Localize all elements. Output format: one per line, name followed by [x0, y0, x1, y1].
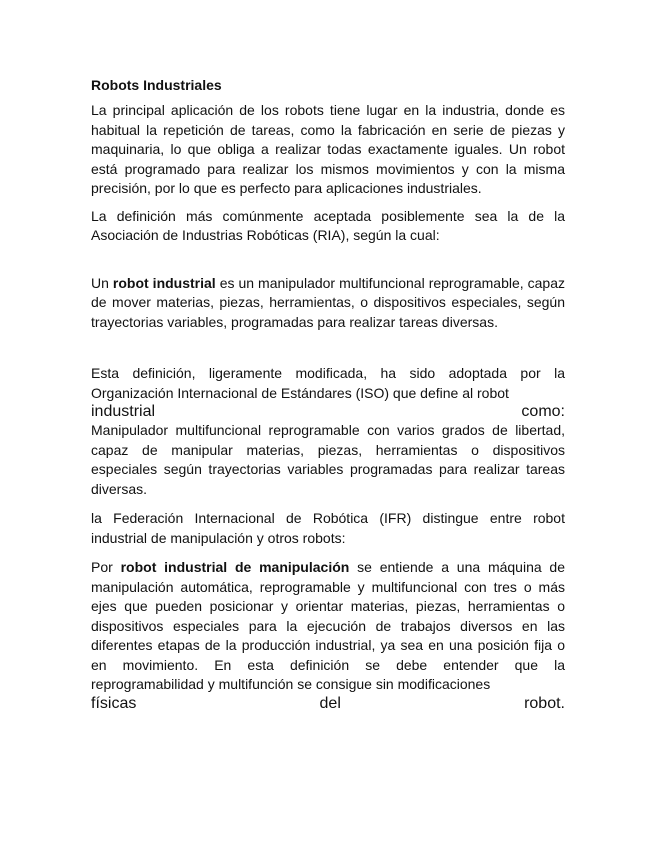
paragraph-intro: La principal aplicación de los robots tiene lugar en la industria, donde es habitual la repetición de tareas, como la fabricación en serie de piezas y maquinaria, lo que obliga a realizar todas exactamente iguales. Un robot está programado para realizar los mismos movimientos y con la misma precisión, por lo que es perfecto para aplicaciones industriales. — [91, 102, 565, 196]
text-segment: Por — [91, 559, 121, 575]
text-segment: Un — [91, 274, 113, 291]
paragraph-ifr-intro: la Federación Internacional de Robótica (IFR) distingue entre robot industrial de manipulación y otros robots: — [91, 510, 565, 546]
text-segment: es un manipulador multifuncional reprogramable, capaz de mover materias, piezas, herramientas, o dispositivos especiales, según trayectorias variables, programadas para realizar tareas diversas. — [91, 274, 565, 330]
bold-term: robot industrial — [112, 274, 216, 291]
text-segment: físicas — [91, 694, 137, 712]
paragraph-ria-intro: La definición más comúnmente aceptada posiblemente sea la de la Asociación de Industrias Robóticas (RIA), según la cual: — [91, 207, 565, 243]
text-segment: se entiende a una máquina de manipulación automática, reprogramable y multifuncional con tres o más ejes que pueden posicionar y orientar materias, piezas, herramientas o dispositivos especiales para la ejecución de trabajos diversos en las diferentes etapas de la producción industrial, ya sea en una posición fija o en movimiento. En esta definición se debe entender que la reprogramabilidad y multifunción se consigue sin modificaciones — [91, 559, 566, 692]
paragraph-ifr-definition — [91, 558, 565, 695]
text-segment: industrial — [91, 403, 156, 420]
paragraph-ria-definition — [91, 274, 565, 333]
text-segment: robot. — [524, 694, 565, 712]
text-segment: como: — [521, 403, 565, 420]
bold-term: robot industrial de manipulación — [120, 559, 350, 575]
document-title: Robots Industriales — [91, 77, 222, 93]
paragraph-iso-intro: Esta definición, ligeramente modificada, ha sido adoptada por la Organización Internacional de Estándares (ISO) que define al robot — [91, 365, 565, 401]
text-segment: del — [319, 694, 341, 712]
paragraph-iso-definition: Manipulador multifuncional reprogramable con varios grados de libertad, capaz de manipular materias, piezas, herramientas o dispositivos especiales según trayectorias variables programadas para realizar tareas diversas. — [91, 422, 565, 497]
justified-last-line — [91, 403, 565, 421]
justified-last-line — [91, 695, 565, 713]
document-page — [91, 76, 565, 713]
